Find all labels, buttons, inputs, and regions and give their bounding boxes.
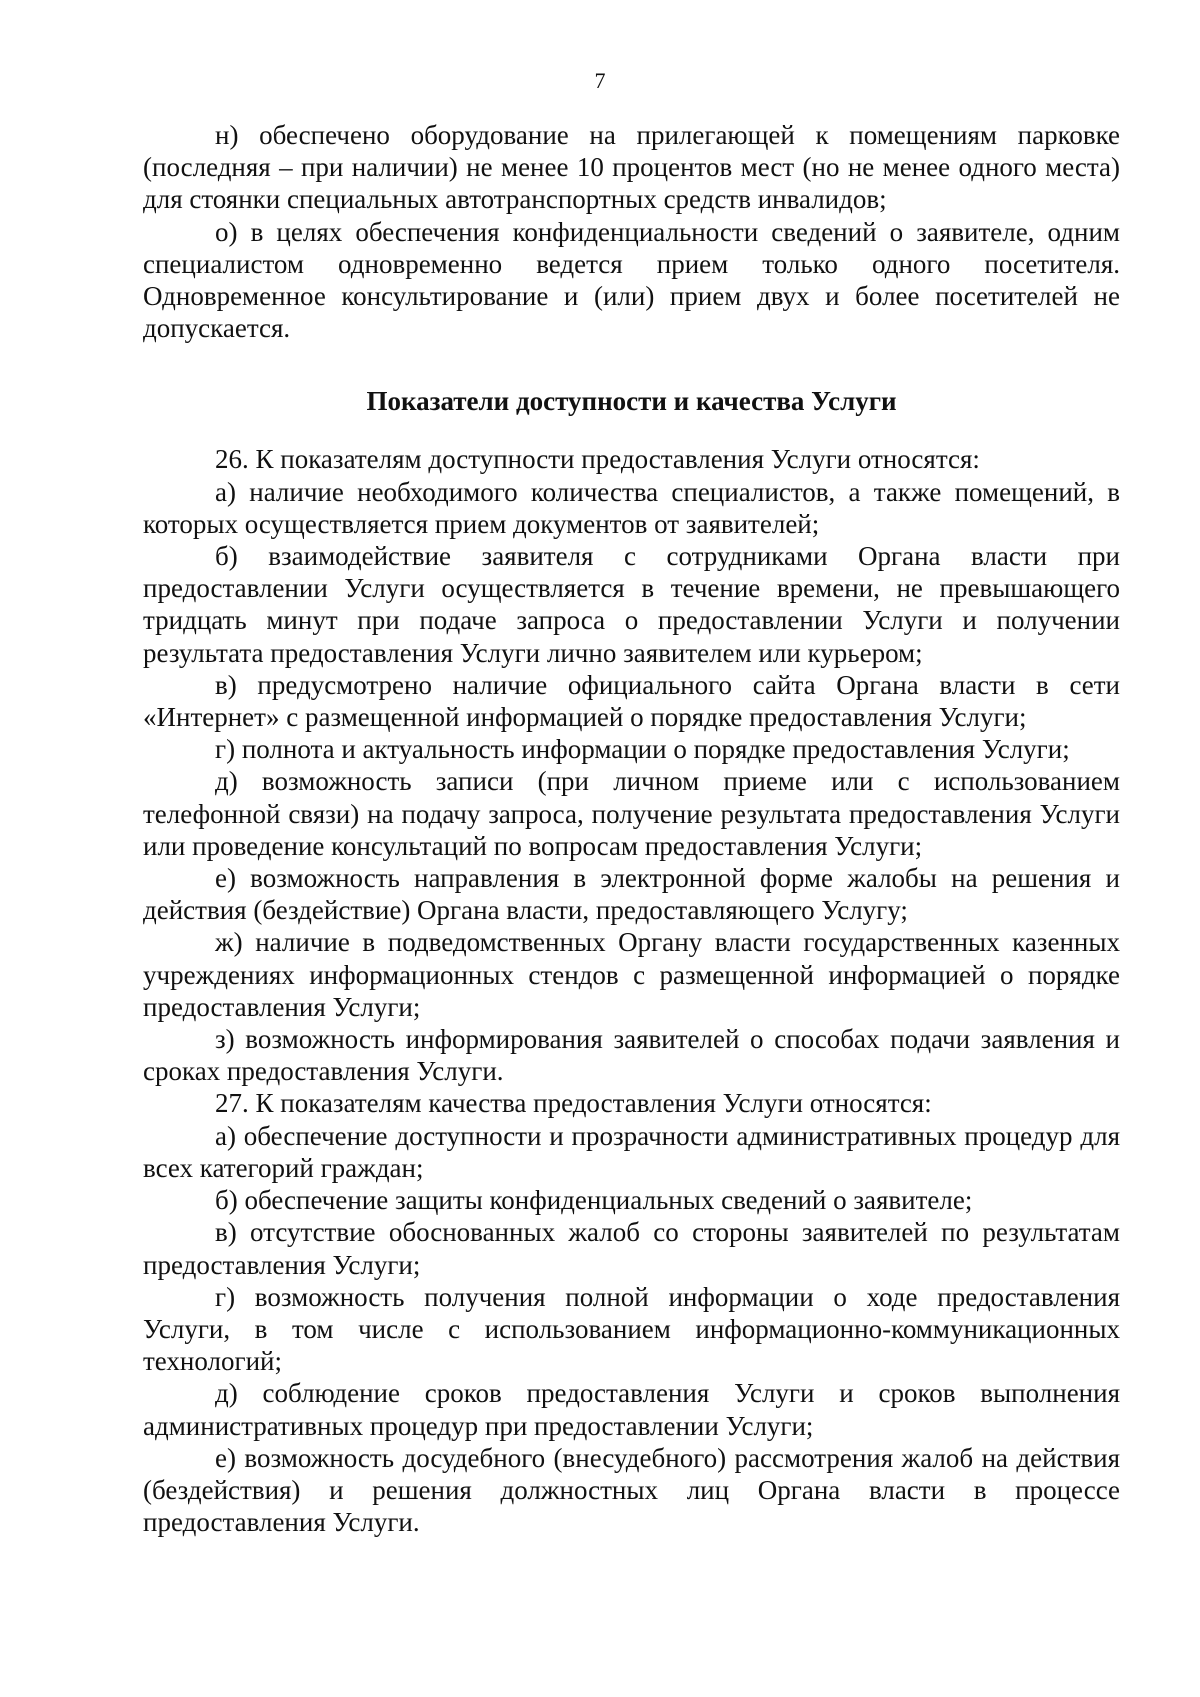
paragraph-27-e: е) возможность досудебного (внесудебного) рассмотрения жалоб на действия (бездействия) и решения должностных лиц Органа власти в процессе предоставления Услуги. <box>143 1442 1120 1538</box>
paragraph-26-v: в) предусмотрено наличие официального сайта Органа власти в сети «Интернет» с размещенной информацией о порядке предоставления Услуги; <box>143 669 1120 733</box>
paragraph-26-d: д) возможность записи (при личном приеме или с использованием телефонной связи) на подачу запроса, получение результата предоставления Услуги или проведение консультаций по вопросам предоставления Услуги; <box>143 766 1120 861</box>
paragraph-26: 26. К показателям доступности предоставления Услуги относятся: <box>215 444 980 475</box>
paragraph-26-zh: ж) наличие в подведомственных Органу власти государственных казенных учреждениях информационных стендов с размещенной информацией о порядке предоставления Услуги; <box>143 927 1120 1022</box>
paragraph-26-b: б) взаимодействие заявителя с сотрудниками Органа власти при предоставлении Услуги осуществляется в течение времени, не превышающего тридцать минут при подаче запроса о предоставлении Услуги и получении результата предоставления Услуги лично заявителем или курьером; <box>143 541 1120 668</box>
paragraph-27-d: д) соблюдение сроков предоставления Услуги и сроков выполнения административных процедур при предоставлении Услуги; <box>143 1378 1120 1441</box>
paragraph-26-z: з) возможность информирования заявителей о способах подачи заявления и сроках предоставления Услуги. <box>143 1024 1120 1087</box>
page-number: 7 <box>594 68 606 93</box>
paragraph-26-g: г) полнота и актуальность информации о порядке предоставления Услуги; <box>215 734 1070 765</box>
paragraph-27-v: в) отсутствие обоснованных жалоб со стороны заявителей по результатам предоставления Услуги; <box>143 1217 1120 1280</box>
paragraph-27: 27. К показателям качества предоставления Услуги относятся: <box>215 1088 932 1119</box>
paragraph-n: н) обеспечено оборудование на прилегающей к помещениям парковке (последняя – при наличии) не менее 10 процентов мест (но не менее одного места) для стоянки специальных автотранспортных средств инвалидов; <box>143 120 1120 215</box>
paragraph-o: о) в целях обеспечения конфиденциальности сведений о заявителе, одним специалистом одновременно ведется прием только одного посетителя. Одновременное консультирование и (или) прием двух и более посетителей не допускается. <box>143 216 1120 344</box>
section-heading: Показатели доступности и качества Услуги <box>366 386 897 417</box>
paragraph-27-b: б) обеспечение защиты конфиденциальных сведений о заявителе; <box>215 1185 973 1216</box>
paragraph-27-a: а) обеспечение доступности и прозрачности административных процедур для всех категорий граждан; <box>143 1120 1120 1183</box>
paragraph-26-a: а) наличие необходимого количества специалистов, а также помещений, в которых осуществляется прием документов от заявителей; <box>143 476 1120 539</box>
paragraph-27-g: г) возможность получения полной информации о ходе предоставления Услуги, в том числе с использованием информационно-коммуникационных технологий; <box>143 1281 1120 1377</box>
paragraph-26-e: е) возможность направления в электронной форме жалобы на решения и действия (бездействие) Органа власти, предоставляющего Услугу; <box>143 863 1120 926</box>
document-body <box>143 119 1120 1538</box>
